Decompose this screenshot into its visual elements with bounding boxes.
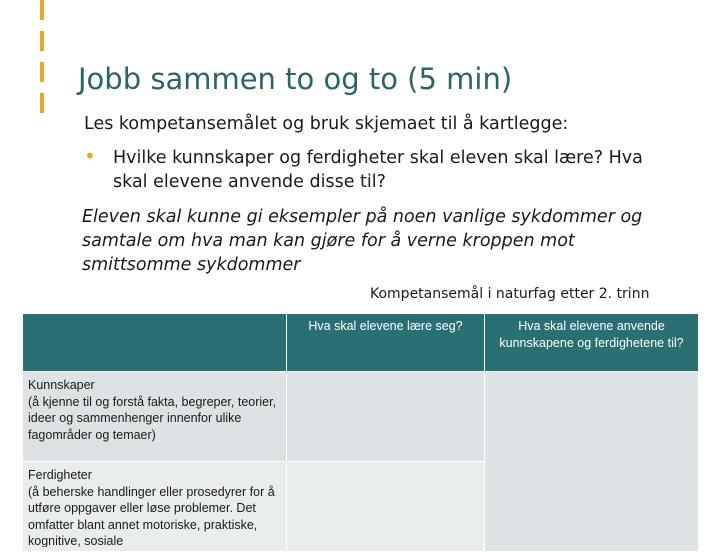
mapping-table: [22, 313, 699, 552]
table-header-row: [23, 314, 699, 372]
row-label-cell: [23, 462, 287, 552]
answer-cell-apply[interactable]: [485, 372, 699, 552]
bullet-text: Hvilke kunnskaper og ferdigheter skal eleven skal lære? Hva skal elevene anvende disse til?: [113, 148, 643, 192]
slide-title: Jobb sammen to og to (5 min): [78, 62, 513, 96]
answer-cell-learn[interactable]: [287, 462, 485, 552]
row-label: Ferdigheter: [28, 468, 92, 482]
header-cell-empty: [23, 314, 287, 372]
competence-goal: Eleven skal kunne gi eksempler på noen vanlige sykdommer og samtale om hva man kan gjøre for å verne kroppen mot smittsomme sykdommer: [82, 207, 643, 275]
header-cell-apply: Hva skal elevene anvende kunnskapene og ferdighetene til?: [485, 314, 699, 372]
row-description: (å beherske handlinger eller prosedyrer for å utføre oppgaver eller løse problemer. Det omfatter blant annet motoriske, praktiske, kognitive, sosiale: [28, 484, 275, 547]
header-cell-learn: Hva skal elevene lære seg?: [287, 314, 485, 372]
accent-bar: [40, 0, 44, 118]
table-row: [23, 372, 699, 462]
intro-text: Les kompetansemålet og bruk skjemaet til å kartlegge:: [84, 114, 569, 134]
bullet-icon: •: [84, 144, 96, 168]
row-description: (å kjenne til og forstå fakta, begreper, teorier, ideer og sammenhenger innenfor ulike fagområder og temaer): [28, 394, 277, 442]
row-label-cell: [23, 372, 287, 462]
row-label: Kunnskaper: [28, 378, 95, 392]
answer-cell-learn[interactable]: [287, 372, 485, 462]
table-caption: Kompetansemål i naturfag etter 2. trinn: [370, 286, 650, 302]
